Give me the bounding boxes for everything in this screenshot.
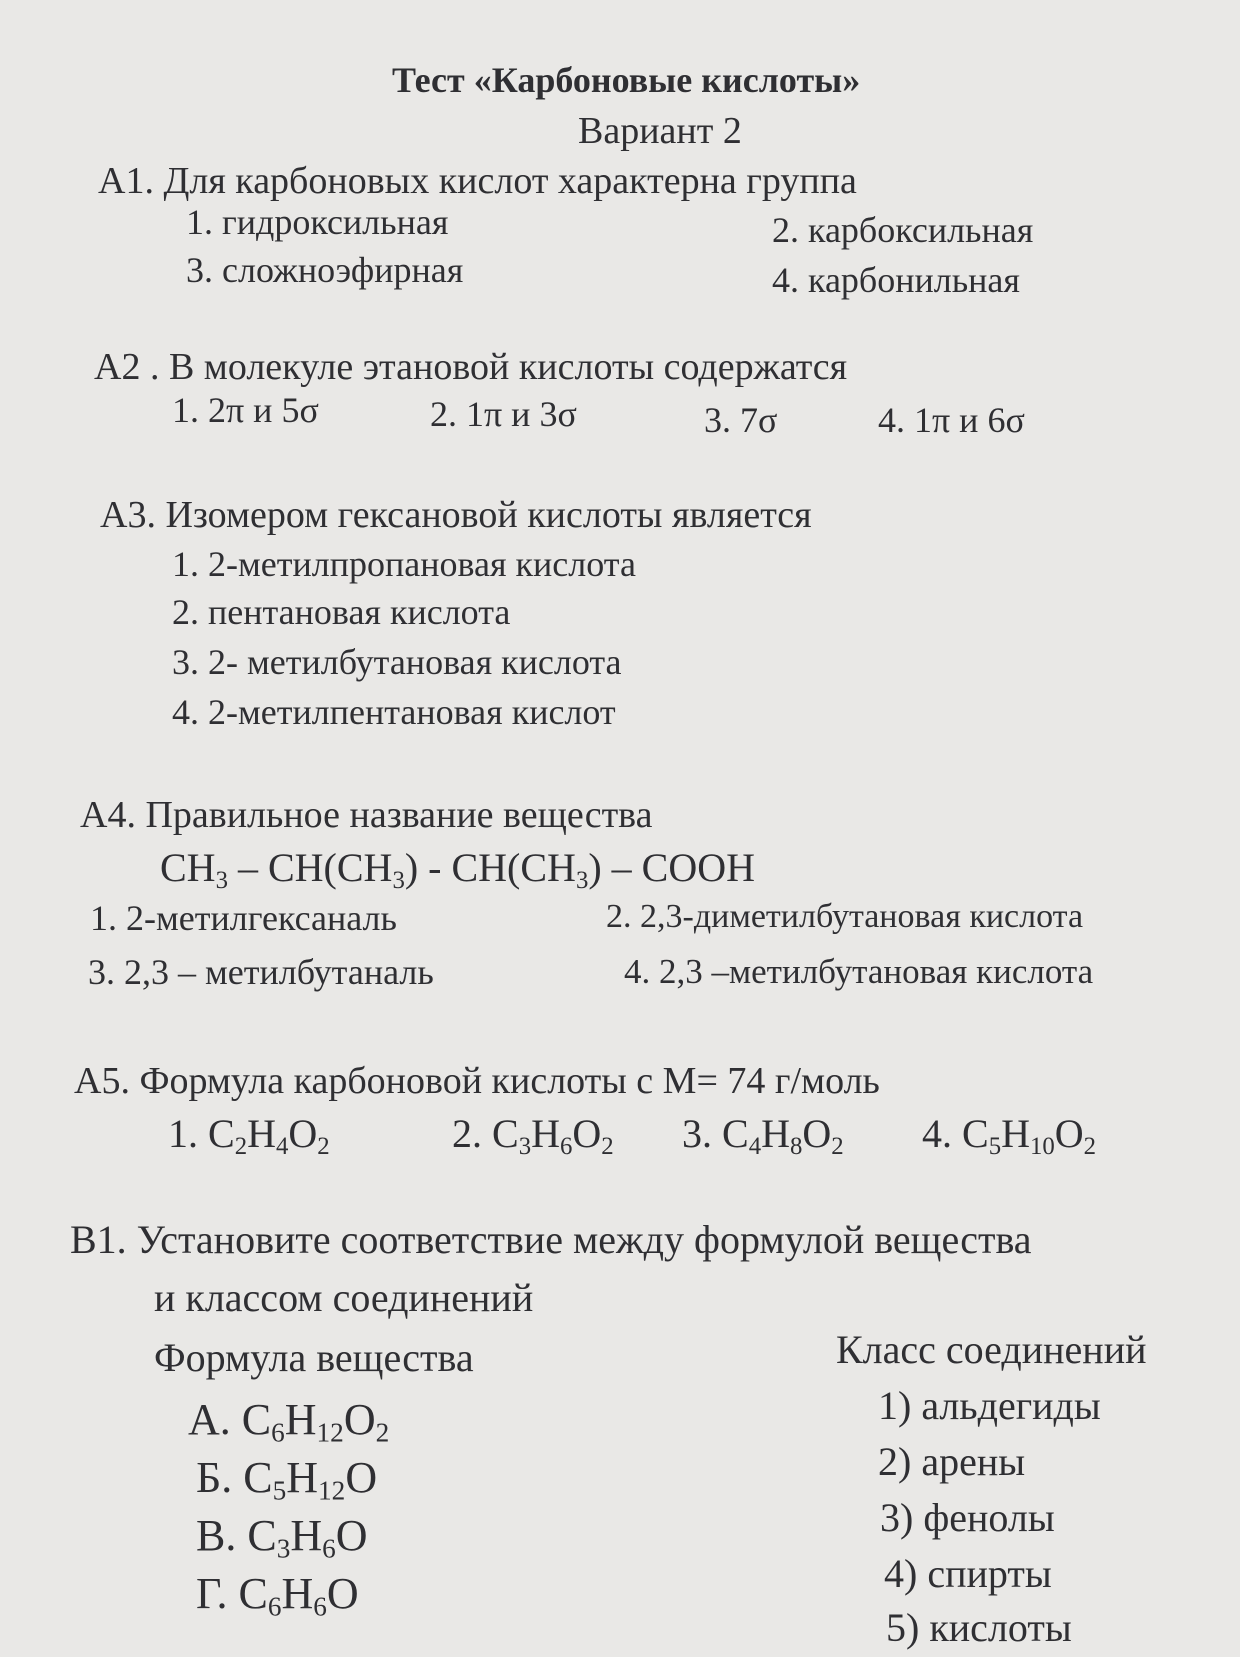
b1-formula-g: Г. $C_6H_6O$: [196, 1569, 359, 1622]
a5-option-1: 1. $C_2H_4O_2$: [168, 1111, 330, 1160]
b1-class-1: 1) альдегиды: [878, 1383, 1101, 1428]
test-title: Тест «Карбоновые кислоты»: [392, 60, 861, 100]
a1-option-1: 1. гидроксильная: [186, 202, 449, 242]
question-b1-line2: и классом соединений: [154, 1275, 534, 1320]
a4-structural-formula: $CH_3 - CH(CH_3) - CH(CH_3)$ – COOH: [160, 845, 756, 894]
a5-option-4: 4. $C_5H_{10}O_2$: [922, 1111, 1097, 1160]
b1-formula-header: Формула вещества: [154, 1335, 474, 1380]
b1-formula-b: Б. $C_5H_{12}O$: [196, 1453, 378, 1506]
a3-option-3: 3. 2- метилбутановая кислота: [172, 642, 622, 682]
a2-option-3: 3. 7σ: [704, 400, 778, 440]
a2-option-2: 2. 1π и 3σ: [430, 394, 577, 434]
a4-option-3: 3. 2,3 – метилбутаналь: [88, 952, 434, 992]
b1-class-5: 5) кислоты: [886, 1605, 1072, 1650]
b1-class-4: 4) спирты: [884, 1551, 1052, 1596]
variant-label: Вариант 2: [578, 110, 742, 152]
question-a5: А5. Формула карбоновой кислоты с М= 74 г/моль: [74, 1060, 880, 1102]
a3-option-1: 1. 2-метилпропановая кислота: [172, 544, 636, 584]
question-a1: А1. Для карбоновых кислот характерна группа: [98, 160, 857, 202]
a4-option-2: 2. 2,3-диметилбутановая кислота: [606, 898, 1084, 935]
question-a4: А4. Правильное название вещества: [80, 794, 653, 836]
a1-option-2: 2. карбоксильная: [772, 210, 1034, 250]
a1-option-3: 3. сложноэфирная: [186, 250, 464, 290]
b1-formula-a: А. $C_6H_{12}O_2$: [188, 1395, 390, 1448]
a2-option-1: 1. 2π и 5σ: [172, 390, 319, 430]
a4-option-1: 1. 2-метилгексаналь: [90, 898, 397, 938]
b1-formula-v: В. $C_3H_6O$: [196, 1511, 368, 1564]
question-a3: А3. Изомером гексановой кислоты является: [100, 494, 812, 536]
a4-option-4: 4. 2,3 –метилбутановая кислота: [624, 952, 1094, 991]
b1-class-3: 3) фенолы: [880, 1495, 1055, 1540]
question-a2: А2 . В молекуле этановой кислоты содержатся: [94, 346, 848, 388]
a1-option-4: 4. карбонильная: [772, 260, 1020, 300]
a5-option-3: 3. $C_4H_8O_2$: [682, 1111, 844, 1160]
question-b1-line1: В1. Установите соответствие между формулой вещества: [70, 1217, 1032, 1262]
b1-class-header: Класс соединений: [836, 1327, 1147, 1372]
a3-option-2: 2. пентановая кислота: [172, 592, 511, 632]
a2-option-4: 4. 1π и 6σ: [878, 400, 1025, 440]
b1-class-2: 2) арены: [878, 1439, 1026, 1484]
a3-option-4: 4. 2-метилпентановая кислот: [172, 692, 616, 732]
a5-option-2: 2. $C_3H_6O_2$: [452, 1111, 614, 1160]
